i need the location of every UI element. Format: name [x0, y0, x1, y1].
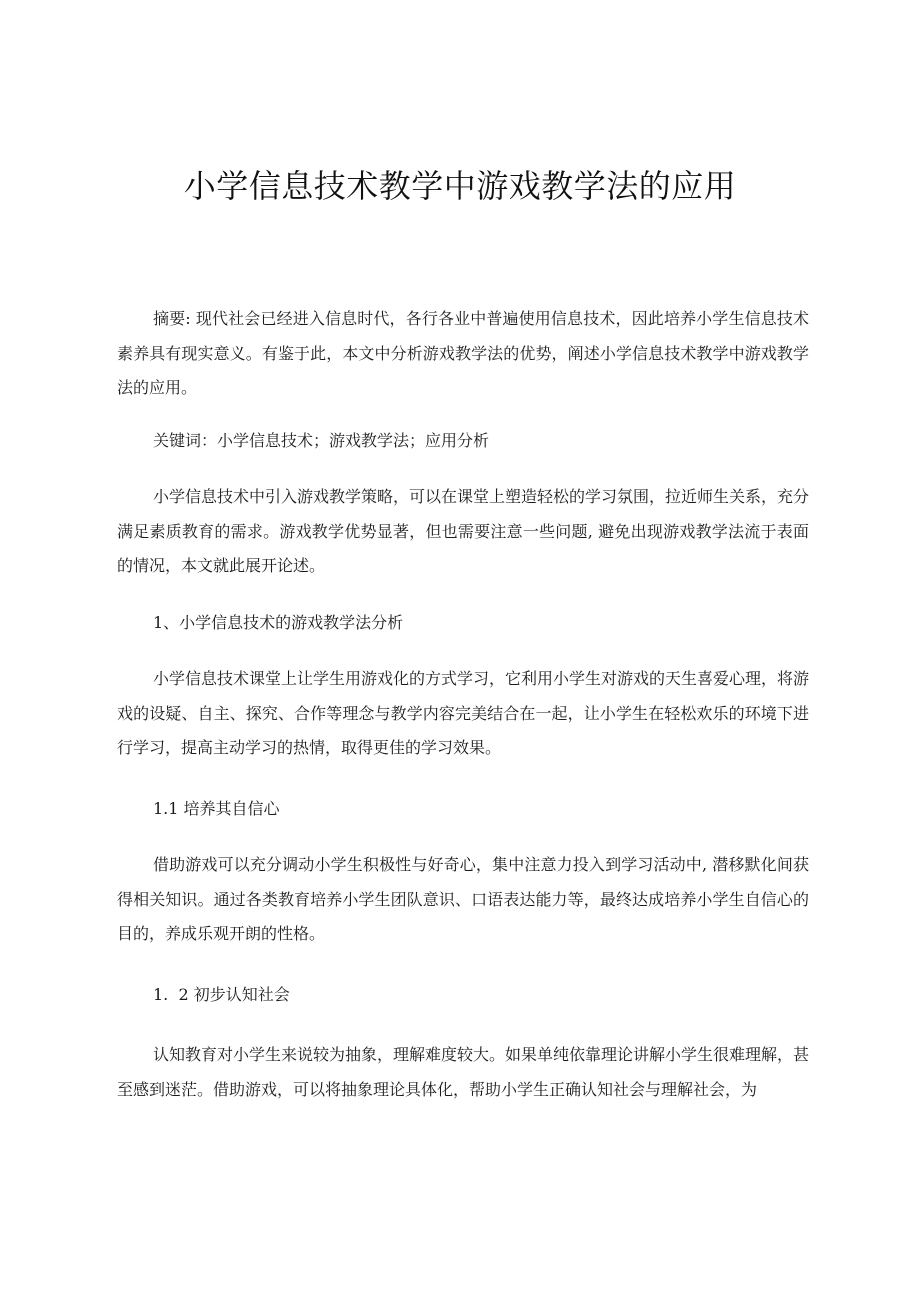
- spacer: [117, 1012, 809, 1038]
- section-heading: 1、小学信息技术的游戏教学法分析: [153, 612, 404, 632]
- section-heading: 1.1 培养其自信心: [153, 798, 280, 818]
- spacer: [117, 640, 809, 662]
- section-paragraph: 认知教育对小学生来说较为抽象，理解难度较大。如果单纯依靠理论讲解小学生很难理解，甚至感到迷茫。借助游戏，可以将抽象理论具体化，帮助小学生正确认知社会与理解社会，为: [117, 1045, 810, 1099]
- intro-paragraph: 小学信息技术中引入游戏教学策略，可以在课堂上塑造轻松的学习氛围，拉近师生关系，充分满足素质教育的需求。游戏教学优势显著，但也需要注意一些问题, 避免出现游戏教学法流于表面的情况，本文就此展开论述。: [117, 487, 810, 575]
- spacer: [117, 766, 809, 792]
- document-body: [117, 302, 809, 1107]
- document-title: 小学信息技术教学中游戏教学法的应用: [183, 167, 737, 205]
- spacer: [117, 952, 809, 978]
- spacer: [117, 458, 809, 480]
- spacer: [117, 584, 809, 606]
- section-heading: 1. 2 初步认知社会: [153, 984, 290, 1004]
- section-paragraph: 小学信息技术课堂上让学生用游戏化的方式学习，它利用小学生对游戏的天生喜爱心理，将游戏的设疑、自主、探究、合作等理念与教学内容完美结合在一起，让小学生在轻松欢乐的环境下进行学习，提高主动学习的热情，取得更佳的学习效果。: [117, 669, 810, 757]
- section-paragraph: 借助游戏可以充分调动小学生积极性与好奇心，集中注意力投入到学习活动中, 潜移默化间获得相关知识。通过各类教育培养小学生团队意识、口语表达能力等，最终达成培养小学生自信心的目的，养成乐观开朗的性格。: [117, 855, 809, 943]
- spacer: [117, 406, 809, 424]
- spacer: [117, 826, 809, 848]
- keywords-line: 关键词：小学信息技术；游戏教学法；应用分析: [153, 430, 490, 450]
- abstract-paragraph: 摘要: 现代社会已经进入信息时代，各行各业中普遍使用信息技术，因此培养小学生信息技术素养具有现实意义。有鉴于此，本文中分析游戏教学法的优势，阐述小学信息技术教学中游戏教学法的应用。: [117, 309, 809, 397]
